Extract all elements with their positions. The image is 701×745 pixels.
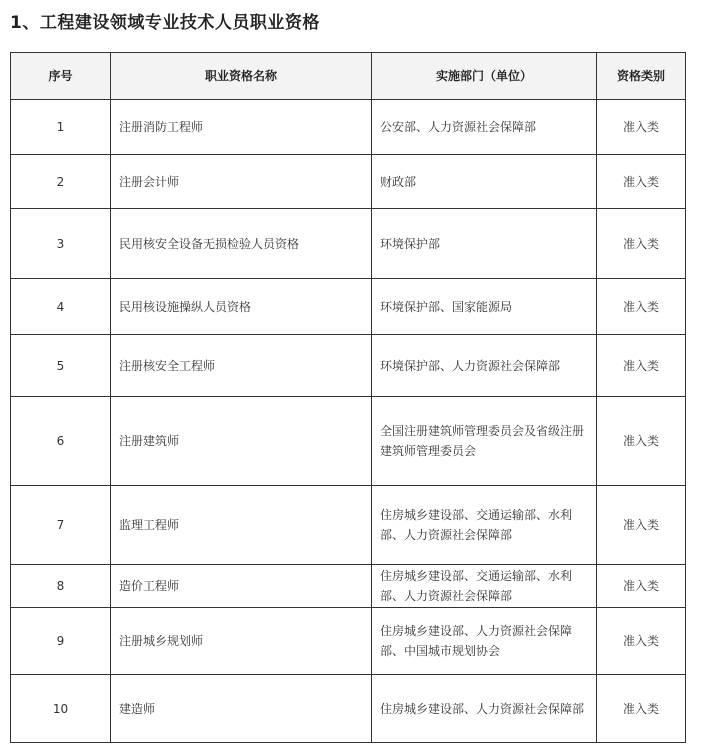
cell-seq: 8 <box>11 565 111 608</box>
cell-name: 民用核安全设备无损检验人员资格 <box>111 209 372 279</box>
cell-seq: 6 <box>11 397 111 486</box>
cell-name: 注册核安全工程师 <box>111 335 372 397</box>
table-row <box>11 608 686 675</box>
cell-dept: 环境保护部、人力资源社会保障部 <box>372 335 597 397</box>
cell-name: 民用核设施操纵人员资格 <box>111 279 372 335</box>
cell-type: 准入类 <box>597 279 686 335</box>
table-row <box>11 397 686 486</box>
cell-seq: 1 <box>11 100 111 155</box>
cell-dept: 住房城乡建设部、交通运输部、水利部、人力资源社会保障部 <box>372 486 597 565</box>
table-row <box>11 675 686 743</box>
cell-seq: 4 <box>11 279 111 335</box>
table-header-row <box>11 53 686 100</box>
cell-name: 注册会计师 <box>111 155 372 209</box>
cell-type: 准入类 <box>597 675 686 743</box>
table-row <box>11 209 686 279</box>
cell-dept: 住房城乡建设部、交通运输部、水利部、人力资源社会保障部 <box>372 565 597 608</box>
cell-name: 造价工程师 <box>111 565 372 608</box>
cell-type: 准入类 <box>597 335 686 397</box>
cell-seq: 3 <box>11 209 111 279</box>
cell-type: 准入类 <box>597 100 686 155</box>
cell-dept: 住房城乡建设部、人力资源社会保障部、中国城市规划协会 <box>372 608 597 675</box>
cell-dept: 住房城乡建设部、人力资源社会保障部 <box>372 675 597 743</box>
cell-type: 准入类 <box>597 486 686 565</box>
cell-dept: 全国注册建筑师管理委员会及省级注册建筑师管理委员会 <box>372 397 597 486</box>
cell-type: 准入类 <box>597 565 686 608</box>
cell-name: 监理工程师 <box>111 486 372 565</box>
table-row <box>11 100 686 155</box>
cell-seq: 5 <box>11 335 111 397</box>
cell-name: 建造师 <box>111 675 372 743</box>
page-title: 1、工程建设领域专业技术人员职业资格 <box>10 13 320 33</box>
table-row <box>11 335 686 397</box>
table-row <box>11 565 686 608</box>
cell-dept: 环境保护部 <box>372 209 597 279</box>
table-row <box>11 486 686 565</box>
header-dept: 实施部门（单位） <box>372 53 597 100</box>
header-type: 资格类别 <box>597 53 686 100</box>
cell-seq: 9 <box>11 608 111 675</box>
table-row <box>11 155 686 209</box>
cell-dept: 财政部 <box>372 155 597 209</box>
cell-type: 准入类 <box>597 397 686 486</box>
cell-name: 注册城乡规划师 <box>111 608 372 675</box>
cell-seq: 10 <box>11 675 111 743</box>
table-row <box>11 279 686 335</box>
qualification-table <box>10 52 686 743</box>
cell-type: 准入类 <box>597 209 686 279</box>
cell-type: 准入类 <box>597 608 686 675</box>
header-seq: 序号 <box>11 53 111 100</box>
cell-name: 注册建筑师 <box>111 397 372 486</box>
cell-dept: 公安部、人力资源社会保障部 <box>372 100 597 155</box>
header-name: 职业资格名称 <box>111 53 372 100</box>
cell-dept: 环境保护部、国家能源局 <box>372 279 597 335</box>
cell-seq: 7 <box>11 486 111 565</box>
cell-seq: 2 <box>11 155 111 209</box>
cell-name: 注册消防工程师 <box>111 100 372 155</box>
cell-type: 准入类 <box>597 155 686 209</box>
